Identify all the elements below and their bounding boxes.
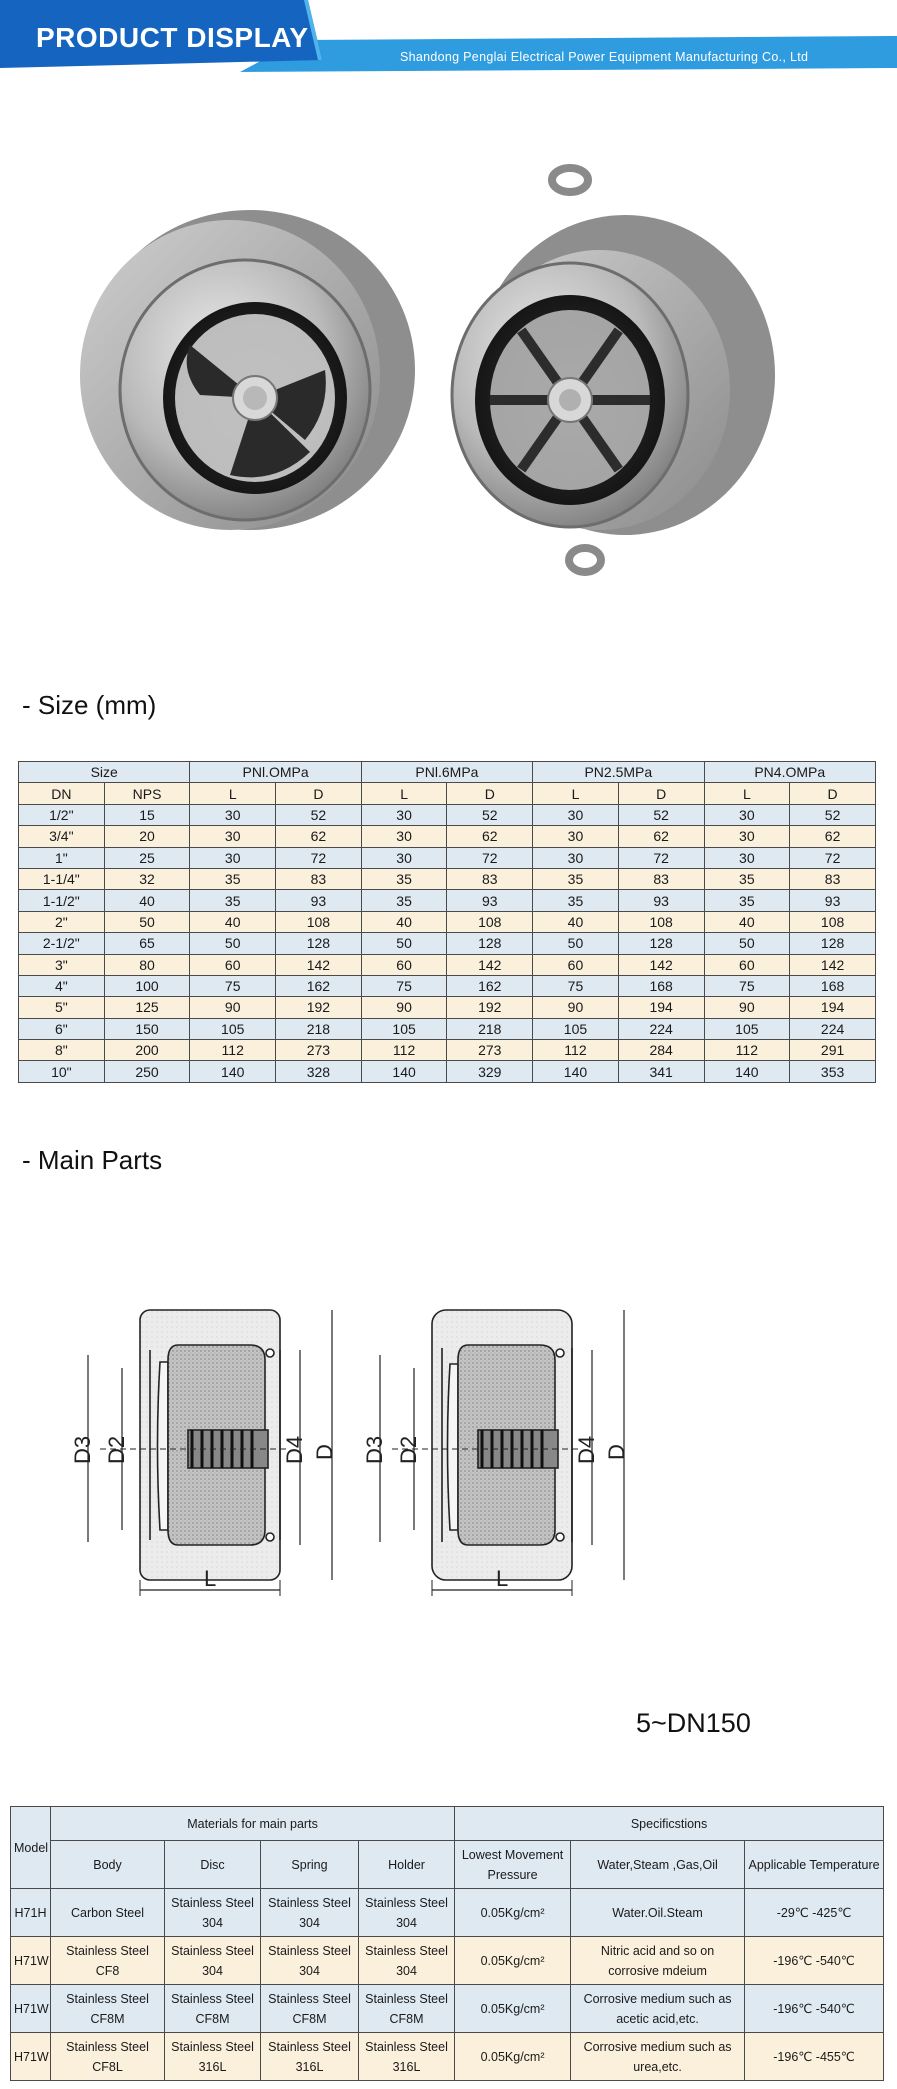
table-cell: 83 bbox=[447, 868, 533, 889]
page-title: PRODUCT DISPLAY bbox=[36, 22, 309, 53]
table-cell: 0.05Kg/cm² bbox=[455, 2033, 571, 2081]
table-cell: 30 bbox=[533, 847, 619, 868]
table-cell: 90 bbox=[361, 997, 447, 1018]
table-cell: 108 bbox=[447, 911, 533, 932]
materials-group-header bbox=[11, 1807, 884, 1841]
table-cell: Stainless Steel CF8M bbox=[165, 1985, 261, 2033]
table-row bbox=[19, 890, 876, 911]
table-cell: 60 bbox=[361, 954, 447, 975]
table-cell: 329 bbox=[447, 1061, 533, 1082]
table-cell: 93 bbox=[790, 890, 876, 911]
table-cell: 140 bbox=[704, 1061, 790, 1082]
table-cell: 60 bbox=[704, 954, 790, 975]
product-photo bbox=[40, 140, 840, 620]
table-cell: Stainless Steel 304 bbox=[165, 1937, 261, 1985]
table-cell: -196℃ -455℃ bbox=[745, 2033, 884, 2081]
table-cell: Stainless Steel CF8L bbox=[51, 2033, 165, 2081]
table-cell: 1-1/2" bbox=[19, 890, 105, 911]
materials-column-header bbox=[11, 1841, 884, 1889]
table-cell: 128 bbox=[276, 933, 362, 954]
table-cell: 341 bbox=[618, 1061, 704, 1082]
table-cell: 112 bbox=[533, 1040, 619, 1061]
spec-group-title: Specificstions bbox=[455, 1807, 884, 1841]
dimension-label-d3: D3 bbox=[362, 1435, 387, 1464]
table-cell: 273 bbox=[447, 1040, 533, 1061]
dimension-label-l: L bbox=[496, 1566, 509, 1591]
table-cell: 150 bbox=[104, 1018, 190, 1039]
table-cell: 62 bbox=[276, 826, 362, 847]
table-cell: 0.05Kg/cm² bbox=[455, 1937, 571, 1985]
table-cell: Stainless Steel CF8M bbox=[359, 1985, 455, 2033]
dimension-label-d2: D2 bbox=[396, 1435, 421, 1464]
table-cell: 291 bbox=[790, 1040, 876, 1061]
table-cell: 60 bbox=[190, 954, 276, 975]
table-cell: 192 bbox=[447, 997, 533, 1018]
table-cell: 192 bbox=[276, 997, 362, 1018]
column-header: D bbox=[618, 783, 704, 804]
table-cell: 25 bbox=[104, 847, 190, 868]
table-cell: 62 bbox=[790, 826, 876, 847]
column-header: Spring bbox=[261, 1841, 359, 1889]
table-cell: 72 bbox=[618, 847, 704, 868]
table-cell: 93 bbox=[276, 890, 362, 911]
table-cell: 35 bbox=[704, 890, 790, 911]
table-cell: -29℃ -425℃ bbox=[745, 1889, 884, 1937]
table-cell: 50 bbox=[190, 933, 276, 954]
cross-section-drawing bbox=[40, 1290, 840, 1750]
table-cell: 100 bbox=[104, 975, 190, 996]
table-cell: 224 bbox=[618, 1018, 704, 1039]
table-cell: Stainless Steel 316L bbox=[165, 2033, 261, 2081]
table-cell: 108 bbox=[618, 911, 704, 932]
table-row bbox=[11, 2033, 884, 2081]
table-cell: 75 bbox=[704, 975, 790, 996]
table-cell: 30 bbox=[190, 826, 276, 847]
table-cell: 5" bbox=[19, 997, 105, 1018]
table-cell: 30 bbox=[704, 826, 790, 847]
table-cell: 35 bbox=[361, 868, 447, 889]
table-cell: Corrosive medium such as acetic acid,etc. bbox=[571, 1985, 745, 2033]
table-cell: Stainless Steel 316L bbox=[359, 2033, 455, 2081]
table-cell: 15 bbox=[104, 804, 190, 825]
table-cell: 250 bbox=[104, 1061, 190, 1082]
table-cell: 105 bbox=[361, 1018, 447, 1039]
pressure-group-header: PN2.5MPa bbox=[533, 762, 704, 783]
table-cell: 52 bbox=[447, 804, 533, 825]
table-cell: 284 bbox=[618, 1040, 704, 1061]
table-cell: 52 bbox=[618, 804, 704, 825]
table-cell: 32 bbox=[104, 868, 190, 889]
column-header: Water,Steam ,Gas,Oil bbox=[571, 1841, 745, 1889]
table-cell: 40 bbox=[104, 890, 190, 911]
table-cell: 328 bbox=[276, 1061, 362, 1082]
table-cell: 50 bbox=[704, 933, 790, 954]
table-cell: 30 bbox=[361, 804, 447, 825]
table-cell: 30 bbox=[704, 847, 790, 868]
materials-group-title: Materials for main parts bbox=[51, 1807, 455, 1841]
table-cell: 353 bbox=[790, 1061, 876, 1082]
table-cell: 142 bbox=[618, 954, 704, 975]
size-table-column-header bbox=[19, 783, 876, 804]
table-cell: 35 bbox=[533, 890, 619, 911]
table-row bbox=[19, 1018, 876, 1039]
table-cell: H71H bbox=[11, 1889, 51, 1937]
table-cell: 142 bbox=[790, 954, 876, 975]
table-cell: 105 bbox=[704, 1018, 790, 1039]
pressure-group-header: PNl.OMPa bbox=[190, 762, 361, 783]
drawing-caption: 5~DN150 bbox=[636, 1708, 751, 1738]
table-row bbox=[19, 804, 876, 825]
table-cell: 30 bbox=[361, 847, 447, 868]
table-cell: 112 bbox=[361, 1040, 447, 1061]
valve-photo-right bbox=[452, 168, 775, 572]
table-cell: 0.05Kg/cm² bbox=[455, 1985, 571, 2033]
table-row bbox=[11, 1889, 884, 1937]
table-cell: 6" bbox=[19, 1018, 105, 1039]
column-header: D bbox=[447, 783, 533, 804]
table-cell: Carbon Steel bbox=[51, 1889, 165, 1937]
table-cell: 128 bbox=[618, 933, 704, 954]
pressure-group-header: PNl.6MPa bbox=[361, 762, 532, 783]
table-cell: Stainless Steel CF8 bbox=[51, 1937, 165, 1985]
table-row bbox=[19, 1040, 876, 1061]
table-cell: 30 bbox=[190, 804, 276, 825]
table-cell: 105 bbox=[533, 1018, 619, 1039]
table-cell: Water.Oil.Steam bbox=[571, 1889, 745, 1937]
table-cell: 90 bbox=[704, 997, 790, 1018]
table-cell: 65 bbox=[104, 933, 190, 954]
table-cell: Stainless Steel 316L bbox=[261, 2033, 359, 2081]
table-cell: 140 bbox=[361, 1061, 447, 1082]
table-cell: 40 bbox=[704, 911, 790, 932]
table-cell: 112 bbox=[190, 1040, 276, 1061]
table-cell: 72 bbox=[276, 847, 362, 868]
table-cell: 218 bbox=[276, 1018, 362, 1039]
column-header: Applicable Temperature bbox=[745, 1841, 884, 1889]
table-cell: 162 bbox=[447, 975, 533, 996]
table-cell: Stainless Steel 304 bbox=[261, 1889, 359, 1937]
table-cell: 142 bbox=[276, 954, 362, 975]
table-cell: H71W bbox=[11, 1937, 51, 1985]
pressure-group-header: PN4.OMPa bbox=[704, 762, 876, 783]
table-cell: 162 bbox=[276, 975, 362, 996]
table-cell: 140 bbox=[533, 1061, 619, 1082]
table-cell: 30 bbox=[190, 847, 276, 868]
table-cell: 40 bbox=[361, 911, 447, 932]
table-cell: 90 bbox=[533, 997, 619, 1018]
column-header: NPS bbox=[104, 783, 190, 804]
column-header: DN bbox=[19, 783, 105, 804]
column-header: L bbox=[361, 783, 447, 804]
table-row bbox=[19, 826, 876, 847]
table-cell: 62 bbox=[618, 826, 704, 847]
header-banner bbox=[0, 0, 897, 80]
table-cell: 108 bbox=[790, 911, 876, 932]
table-cell: 52 bbox=[276, 804, 362, 825]
dimension-label-l: L bbox=[204, 1566, 217, 1591]
table-cell: 72 bbox=[447, 847, 533, 868]
dimension-label-d: D bbox=[604, 1444, 629, 1460]
table-cell: 80 bbox=[104, 954, 190, 975]
table-cell: Stainless Steel 304 bbox=[359, 1889, 455, 1937]
table-cell: 194 bbox=[618, 997, 704, 1018]
table-cell: 83 bbox=[276, 868, 362, 889]
table-row bbox=[19, 975, 876, 996]
table-cell: 128 bbox=[790, 933, 876, 954]
column-header: L bbox=[533, 783, 619, 804]
table-cell: 0.05Kg/cm² bbox=[455, 1889, 571, 1937]
table-cell: Stainless Steel 304 bbox=[359, 1937, 455, 1985]
table-cell: 4" bbox=[19, 975, 105, 996]
table-cell: 35 bbox=[190, 868, 276, 889]
table-cell: 3/4" bbox=[19, 826, 105, 847]
table-cell: Corrosive medium such as urea,etc. bbox=[571, 2033, 745, 2081]
table-cell: 83 bbox=[790, 868, 876, 889]
table-cell: -196℃ -540℃ bbox=[745, 1937, 884, 1985]
valve-photo-left bbox=[80, 210, 415, 530]
table-cell: 2" bbox=[19, 911, 105, 932]
table-cell: -196℃ -540℃ bbox=[745, 1985, 884, 2033]
table-row bbox=[11, 1937, 884, 1985]
table-cell: 72 bbox=[790, 847, 876, 868]
table-cell: 35 bbox=[704, 868, 790, 889]
table-cell: 90 bbox=[190, 997, 276, 1018]
table-cell: 168 bbox=[618, 975, 704, 996]
table-cell: 200 bbox=[104, 1040, 190, 1061]
table-cell: 108 bbox=[276, 911, 362, 932]
table-row bbox=[19, 1061, 876, 1082]
table-row bbox=[19, 847, 876, 868]
table-cell: 142 bbox=[447, 954, 533, 975]
table-cell: 40 bbox=[190, 911, 276, 932]
table-cell: 20 bbox=[104, 826, 190, 847]
table-cell: 112 bbox=[704, 1040, 790, 1061]
table-cell: 50 bbox=[533, 933, 619, 954]
table-cell: 75 bbox=[533, 975, 619, 996]
size-table bbox=[18, 761, 876, 1083]
table-cell: 8" bbox=[19, 1040, 105, 1061]
dimension-label-d4: D4 bbox=[574, 1435, 599, 1464]
table-cell: 224 bbox=[790, 1018, 876, 1039]
table-row bbox=[19, 997, 876, 1018]
table-cell: 30 bbox=[704, 804, 790, 825]
column-header: L bbox=[704, 783, 790, 804]
company-name: Shandong Penglai Electrical Power Equipment Manufacturing Co., Ltd bbox=[400, 50, 809, 64]
table-cell: 50 bbox=[104, 911, 190, 932]
column-header: L bbox=[190, 783, 276, 804]
table-cell: Stainless Steel CF8M bbox=[51, 1985, 165, 2033]
table-cell: 273 bbox=[276, 1040, 362, 1061]
table-cell: 140 bbox=[190, 1061, 276, 1082]
table-cell: 30 bbox=[533, 804, 619, 825]
table-cell: H71W bbox=[11, 2033, 51, 2081]
dimension-label-d3: D3 bbox=[70, 1435, 95, 1464]
size-group-header: Size bbox=[19, 762, 190, 783]
model-header: Model bbox=[11, 1807, 51, 1889]
table-cell: 75 bbox=[361, 975, 447, 996]
table-cell: 93 bbox=[447, 890, 533, 911]
dimension-label-d4: D4 bbox=[282, 1435, 307, 1464]
table-row bbox=[19, 911, 876, 932]
table-row bbox=[19, 954, 876, 975]
table-cell: Stainless Steel 304 bbox=[261, 1937, 359, 1985]
table-cell: 168 bbox=[790, 975, 876, 996]
column-header: Body bbox=[51, 1841, 165, 1889]
table-cell: 50 bbox=[361, 933, 447, 954]
column-header: D bbox=[790, 783, 876, 804]
table-cell: 1-1/4" bbox=[19, 868, 105, 889]
table-cell: 62 bbox=[447, 826, 533, 847]
table-cell: 52 bbox=[790, 804, 876, 825]
table-cell: 105 bbox=[190, 1018, 276, 1039]
table-cell: 218 bbox=[447, 1018, 533, 1039]
table-cell: 10" bbox=[19, 1061, 105, 1082]
table-row bbox=[19, 868, 876, 889]
size-table-group-header bbox=[19, 762, 876, 783]
table-cell: 93 bbox=[618, 890, 704, 911]
table-cell: 30 bbox=[533, 826, 619, 847]
table-cell: 35 bbox=[190, 890, 276, 911]
table-cell: Nitric acid and so on corrosive mdeium bbox=[571, 1937, 745, 1985]
column-header: D bbox=[276, 783, 362, 804]
table-cell: 30 bbox=[361, 826, 447, 847]
materials-table bbox=[10, 1806, 884, 2081]
table-cell: 40 bbox=[533, 911, 619, 932]
table-cell: H71W bbox=[11, 1985, 51, 2033]
dimension-label-d: D bbox=[312, 1444, 337, 1460]
table-cell: 1" bbox=[19, 847, 105, 868]
table-cell: 35 bbox=[361, 890, 447, 911]
column-header: Holder bbox=[359, 1841, 455, 1889]
table-cell: 2-1/2" bbox=[19, 933, 105, 954]
parts-section-title: - Main Parts bbox=[22, 1145, 163, 1175]
table-cell: 128 bbox=[447, 933, 533, 954]
table-cell: 35 bbox=[533, 868, 619, 889]
table-cell: 3" bbox=[19, 954, 105, 975]
table-cell: 194 bbox=[790, 997, 876, 1018]
table-cell: 125 bbox=[104, 997, 190, 1018]
table-cell: 1/2" bbox=[19, 804, 105, 825]
column-header: Lowest Movement Pressure bbox=[455, 1841, 571, 1889]
dimension-label-d2: D2 bbox=[104, 1435, 129, 1464]
table-cell: 83 bbox=[618, 868, 704, 889]
table-row bbox=[11, 1985, 884, 2033]
table-row bbox=[19, 933, 876, 954]
table-cell: Stainless Steel 304 bbox=[165, 1889, 261, 1937]
size-section-title: - Size (mm) bbox=[22, 690, 157, 720]
column-header: Disc bbox=[165, 1841, 261, 1889]
table-cell: Stainless Steel CF8M bbox=[261, 1985, 359, 2033]
table-cell: 60 bbox=[533, 954, 619, 975]
table-cell: 75 bbox=[190, 975, 276, 996]
